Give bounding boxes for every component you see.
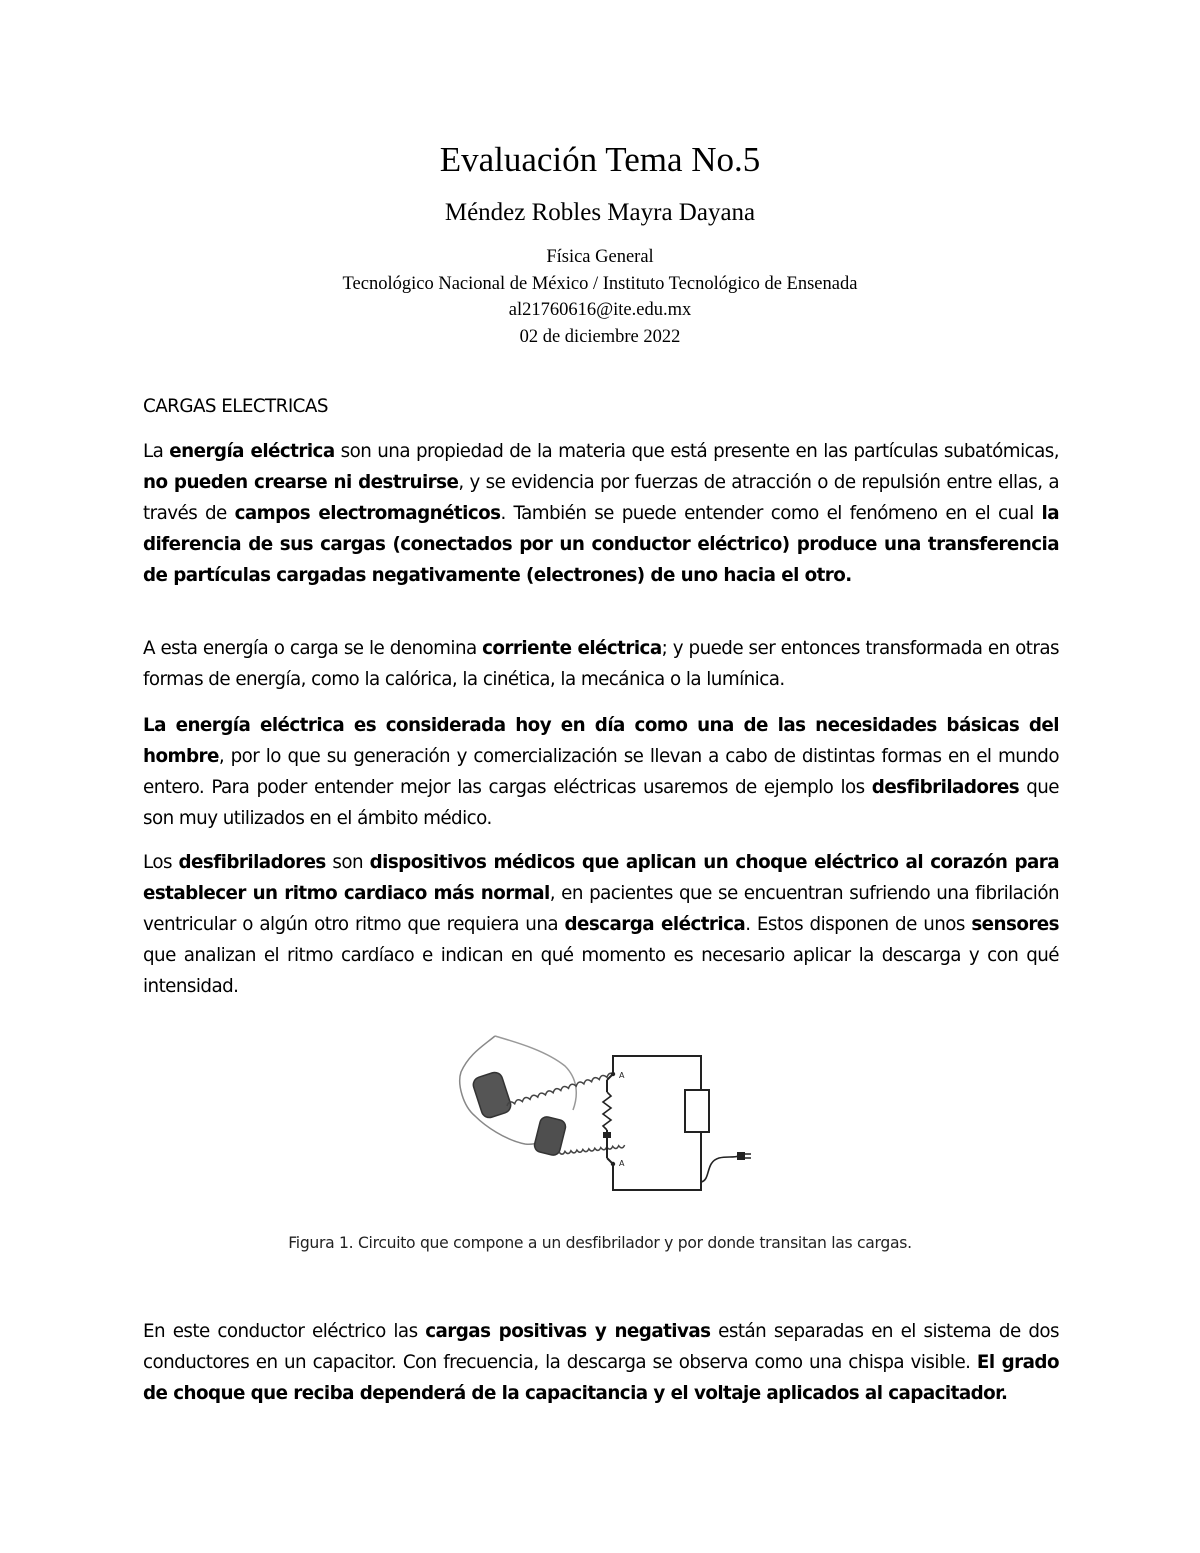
paragraph-1 bbox=[143, 436, 1059, 591]
paragraph-5 bbox=[143, 1316, 1059, 1409]
capacitor-mark bbox=[603, 1132, 611, 1138]
paddle-lower bbox=[533, 1115, 567, 1156]
institution-name: Tecnológico Nacional de México / Instituto Tecnológico de Ensenada bbox=[342, 273, 858, 294]
text-run: son una propiedad de la materia que está presente en las partículas subatómicas, bbox=[334, 441, 1059, 462]
cable-coil-lower bbox=[559, 1145, 625, 1154]
terminal-top bbox=[611, 1072, 615, 1076]
section-heading: CARGAS ELECTRICAS bbox=[143, 396, 328, 417]
terminal-label-bottom: A bbox=[619, 1159, 625, 1168]
text-run: Los bbox=[143, 852, 179, 873]
paragraph-4 bbox=[143, 847, 1059, 1002]
text-run: La bbox=[143, 441, 170, 462]
bold-run: La energía eléctrica es considerada hoy en día como una de las necesidades básicas del hombre bbox=[143, 715, 1059, 767]
text-run: En este conductor eléctrico las bbox=[143, 1321, 426, 1342]
document-title: Evaluación Tema No.5 bbox=[439, 140, 761, 179]
paragraph-3 bbox=[143, 710, 1059, 834]
text-run: , en pacientes que se encuentran sufriendo una fibrilación ventricular o algún otro ritmo que requiera una bbox=[143, 883, 1059, 935]
bold-run: energía eléctrica bbox=[169, 441, 335, 462]
text-run: que analizan el ritmo cardíaco e indican en qué momento es necesario aplicar la descarga y con qué intensidad. bbox=[143, 945, 1059, 997]
paddle-upper bbox=[471, 1070, 513, 1119]
document-date: 02 de diciembre 2022 bbox=[519, 326, 681, 347]
course-name: Física General bbox=[546, 247, 654, 267]
power-cable bbox=[701, 1156, 739, 1182]
text-run: , y se evidencia por fuerzas de atracción o de repulsión entre ellas, a través de bbox=[143, 472, 1060, 524]
cable-coil-upper bbox=[506, 1072, 614, 1106]
terminal-label-top: A bbox=[619, 1071, 625, 1080]
text-run: , por lo que su generación y comercialización se llevan a cabo de distintas formas en el mundo entero. Para poder entender mejor las cargas eléctricas usaremos de ejemplo los bbox=[143, 746, 1059, 798]
bold-run: corriente eléctrica bbox=[482, 638, 662, 659]
text-run: . Estos disponen de unos bbox=[745, 914, 972, 935]
bold-run: . bbox=[1001, 1383, 1008, 1404]
email-address: al21760616@ite.edu.mx bbox=[508, 300, 692, 320]
bold-run: cargas positivas y negativas bbox=[425, 1321, 711, 1342]
terminal-bottom bbox=[611, 1162, 615, 1166]
text-run: . También se puede entender como el fenómeno en el cual bbox=[500, 503, 1042, 524]
text-run: están separadas en el sistema de dos conductores en un capacitor. Con frecuencia, la descarga se observa como una chispa visible. bbox=[143, 1321, 1059, 1373]
text-run: A esta energía o carga se le denomina bbox=[143, 638, 483, 659]
text-run: son bbox=[325, 852, 370, 873]
bold-run: la diferencia de sus cargas (conectados por un conductor eléctrico) produce una transferencia de partículas cargadas negativamente (electrones) de uno hacia el otro. bbox=[143, 503, 1060, 586]
paragraph-2 bbox=[143, 633, 1059, 695]
text-run: ; y puede ser entonces transformada en otras formas de energía, como la calórica, la cinética, la mecánica o la lumínica. bbox=[143, 638, 1059, 690]
document-meta bbox=[0, 244, 1200, 350]
figure-caption: Figura 1. Circuito que compone a un desfibrilador y por donde transitan las cargas. bbox=[288, 1234, 912, 1252]
power-plug bbox=[737, 1152, 745, 1160]
bold-run: campos electromagnéticos bbox=[234, 503, 501, 524]
switch-coil bbox=[603, 1092, 611, 1130]
author-name: Méndez Robles Mayra Dayana bbox=[444, 199, 756, 226]
bold-run: El grado de choque que reciba dependerá de la capacitancia y el voltaje aplicados al capacitador bbox=[143, 1352, 1059, 1404]
bold-run: no pueden crearse ni destruirse bbox=[143, 472, 459, 493]
bold-run: sensores bbox=[971, 914, 1059, 935]
plug-prongs bbox=[745, 1154, 751, 1158]
bold-run: desfibriladores bbox=[178, 852, 326, 873]
text-run: que son muy utilizados en el ámbito médico. bbox=[143, 777, 1059, 829]
bold-run: dispositivos médicos que aplican un choque eléctrico al corazón para establecer un ritmo cardiaco más normal bbox=[143, 852, 1060, 904]
defibrillator-circuit-figure bbox=[455, 1032, 765, 1194]
bold-run: desfibriladores bbox=[871, 777, 1020, 798]
bold-run: descarga eléctrica bbox=[564, 914, 746, 935]
resistor bbox=[685, 1090, 709, 1132]
